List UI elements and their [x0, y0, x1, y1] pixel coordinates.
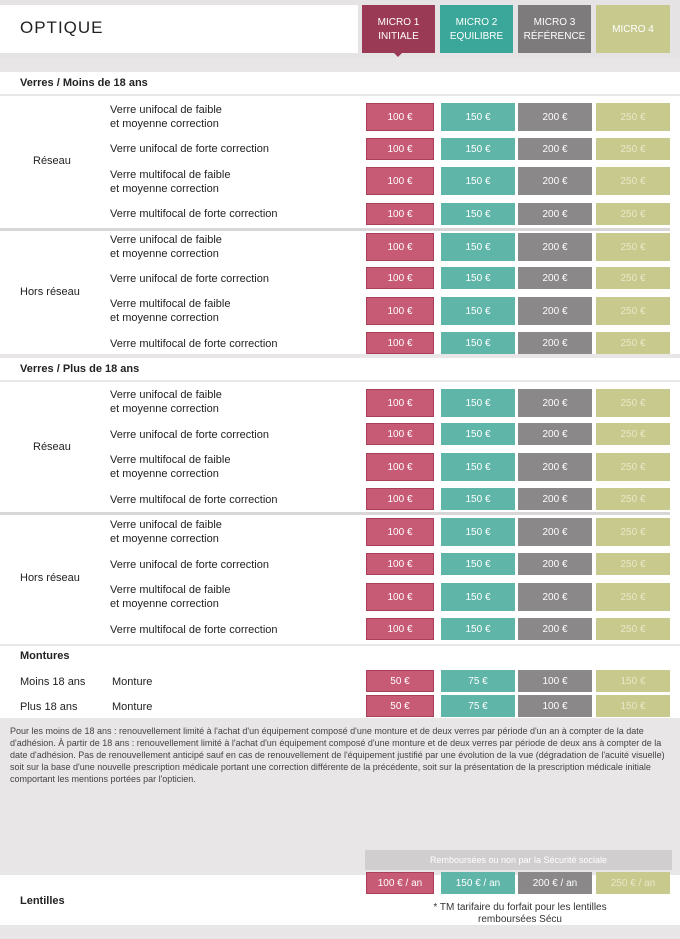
value-cell: 100 €: [518, 670, 592, 692]
value-cell: 200 €: [518, 297, 592, 325]
row-label: Verre multifocal de faible et moyenne correction: [110, 584, 231, 610]
value-cell: 250 € / an: [596, 872, 670, 894]
value-cell: 75 €: [441, 670, 515, 692]
value-cell: 250 €: [596, 297, 670, 325]
value-cell: 100 €: [366, 553, 434, 575]
row-label: Verre unifocal de faible et moyenne correction: [110, 519, 222, 545]
value-cell: 150 €: [441, 167, 515, 195]
value-cell: 100 €: [366, 267, 434, 289]
value-cell: 50 €: [366, 670, 434, 692]
value-cell: 250 €: [596, 389, 670, 417]
value-cell: 200 €: [518, 389, 592, 417]
value-cell: 100 €: [366, 488, 434, 510]
value-cell: 100 €: [366, 332, 434, 354]
lentilles-label: Lentilles: [20, 895, 65, 907]
row-label: Verre multifocal de faible et moyenne correction: [110, 169, 231, 195]
value-cell: 150 €: [441, 423, 515, 445]
value-cell: 250 €: [596, 488, 670, 510]
value-cell: 150 €: [441, 297, 515, 325]
column-header-3-line2: RÉFÉRENCE: [523, 31, 586, 42]
value-cell: 200 €: [518, 553, 592, 575]
monture-item-label: Monture: [112, 676, 153, 688]
value-cell: 150 €: [441, 103, 515, 131]
column-header-1: [362, 5, 435, 53]
row-label: Verre unifocal de faible et moyenne correction: [110, 234, 222, 260]
value-cell: 250 €: [596, 332, 670, 354]
group-separator: [0, 512, 670, 515]
value-cell: 100 € / an: [366, 872, 434, 894]
value-cell: 100 €: [366, 297, 434, 325]
row-label: Verre unifocal de forte correction: [110, 559, 269, 571]
group-separator: [0, 228, 670, 231]
row-label: Verre unifocal de faible et moyenne correction: [110, 104, 222, 130]
value-cell: 150 €: [441, 332, 515, 354]
footnote-text: Pour les moins de 18 ans : renouvellement limité à l'achat d'un équipement composé d'une monture et de deux verres par période d'un an à compter de la date d'adhésion. À partir de 18 ans : renouvellement limité à l'achat d'un équipement composé d'une monture et de deux verres par période de deux ans à compter de la date d'adhésion. Pas de renouvellement anticipé sauf en cas de renouvellement de l'équipement justifié par une évolution de la vue (dégradation de l'acuité visuelle) soit sur la base d'une nouvelle prescription médicale portant une correction différente de la précédente, soit sur la présentation de la prescription médicale initiale comportant les mentions portées par l'opticien.: [10, 726, 665, 784]
value-cell: 200 €: [518, 488, 592, 510]
value-cell: 150 €: [441, 267, 515, 289]
column-header-3: [518, 5, 591, 53]
value-cell: 200 €: [518, 583, 592, 611]
value-cell: 100 €: [518, 695, 592, 717]
column-header-4: [596, 5, 670, 53]
value-cell: 100 €: [366, 583, 434, 611]
value-cell: 250 €: [596, 203, 670, 225]
value-cell: 100 €: [366, 423, 434, 445]
value-cell: 250 €: [596, 233, 670, 261]
value-cell: 150 €: [441, 389, 515, 417]
column-header-2-line2: EQUILIBRE: [449, 31, 504, 42]
value-cell: 100 €: [366, 518, 434, 546]
value-cell: 250 €: [596, 423, 670, 445]
value-cell: 150 €: [596, 670, 670, 692]
group-label-reseau: Réseau: [33, 155, 71, 167]
value-cell: 150 €: [441, 488, 515, 510]
montures-plus-label: Plus 18 ans: [20, 701, 78, 713]
value-cell: 200 €: [518, 138, 592, 160]
value-cell: 150 €: [441, 618, 515, 640]
section-verres-plus18: [0, 358, 680, 380]
value-cell: 200 €: [518, 518, 592, 546]
value-cell: 75 €: [441, 695, 515, 717]
value-cell: 150 €: [441, 453, 515, 481]
value-cell: 200 €: [518, 203, 592, 225]
value-cell: 250 €: [596, 518, 670, 546]
value-cell: 200 €: [518, 267, 592, 289]
section-montures-title: Montures: [20, 650, 70, 662]
value-cell: 200 €: [518, 103, 592, 131]
value-cell: 100 €: [366, 138, 434, 160]
row-label: Verre multifocal de forte correction: [110, 338, 278, 350]
value-cell: 200 €: [518, 453, 592, 481]
lentilles-band: Remboursées ou non par la Sécurité sociale: [365, 850, 672, 870]
column-header-3-line1: MICRO 3: [533, 17, 576, 28]
row-label: Verre multifocal de forte correction: [110, 624, 278, 636]
value-cell: 100 €: [366, 103, 434, 131]
value-cell: 200 €: [518, 618, 592, 640]
value-cell: 150 €: [441, 518, 515, 546]
group-label-reseau: Réseau: [33, 441, 71, 453]
group-label-hors-reseau: Hors réseau: [20, 286, 80, 298]
value-cell: 100 €: [366, 203, 434, 225]
value-cell: 100 €: [366, 233, 434, 261]
row-label: Verre multifocal de forte correction: [110, 208, 278, 220]
page-title: OPTIQUE: [20, 18, 104, 37]
column-header-4-line1: MICRO 4: [612, 24, 654, 35]
column-header-1-line2: INITIALE: [378, 31, 419, 42]
monture-item-label: Monture: [112, 701, 153, 713]
montures-moins-label: Moins 18 ans: [20, 676, 86, 688]
section-title: Verres / Moins de 18 ans: [20, 77, 148, 89]
value-cell: 250 €: [596, 583, 670, 611]
value-cell: 100 €: [366, 389, 434, 417]
value-cell: 100 €: [366, 453, 434, 481]
lentilles-note: * TM tarifaire du forfait pour les lentilles remboursées Sécu: [433, 902, 607, 925]
group-label-hors-reseau: Hors réseau: [20, 572, 80, 584]
value-cell: 150 €: [441, 233, 515, 261]
column-header-1-line1: MICRO 1: [377, 17, 420, 28]
value-cell: 250 €: [596, 103, 670, 131]
row-label: Verre multifocal de faible et moyenne correction: [110, 454, 231, 480]
value-cell: 150 €: [441, 553, 515, 575]
value-cell: 250 €: [596, 167, 670, 195]
value-cell: 200 €: [518, 233, 592, 261]
value-cell: 150 €: [441, 583, 515, 611]
row-label: Verre multifocal de faible et moyenne correction: [110, 298, 231, 324]
value-cell: 100 €: [366, 167, 434, 195]
value-cell: 150 €: [441, 138, 515, 160]
value-cell: 250 €: [596, 267, 670, 289]
value-cell: 250 €: [596, 138, 670, 160]
value-cell: 200 € / an: [518, 872, 592, 894]
column-header-2: [440, 5, 513, 53]
value-cell: 200 €: [518, 167, 592, 195]
value-cell: 200 €: [518, 423, 592, 445]
row-label: Verre unifocal de forte correction: [110, 429, 269, 441]
value-cell: 50 €: [366, 695, 434, 717]
value-cell: 250 €: [596, 453, 670, 481]
row-label: Verre unifocal de faible et moyenne correction: [110, 389, 222, 415]
value-cell: 150 €: [596, 695, 670, 717]
row-label: Verre unifocal de forte correction: [110, 273, 269, 285]
value-cell: 100 €: [366, 618, 434, 640]
column-header-2-line1: MICRO 2: [455, 17, 498, 28]
value-cell: 150 € / an: [441, 872, 515, 894]
active-column-arrow-icon: [394, 53, 402, 57]
row-label: Verre multifocal de forte correction: [110, 494, 278, 506]
value-cell: 200 €: [518, 332, 592, 354]
section-title: Verres / Plus de 18 ans: [20, 363, 140, 375]
section-verres-moins18: [0, 72, 680, 94]
value-cell: 250 €: [596, 553, 670, 575]
row-label: Verre unifocal de forte correction: [110, 143, 269, 155]
value-cell: 150 €: [441, 203, 515, 225]
value-cell: 250 €: [596, 618, 670, 640]
